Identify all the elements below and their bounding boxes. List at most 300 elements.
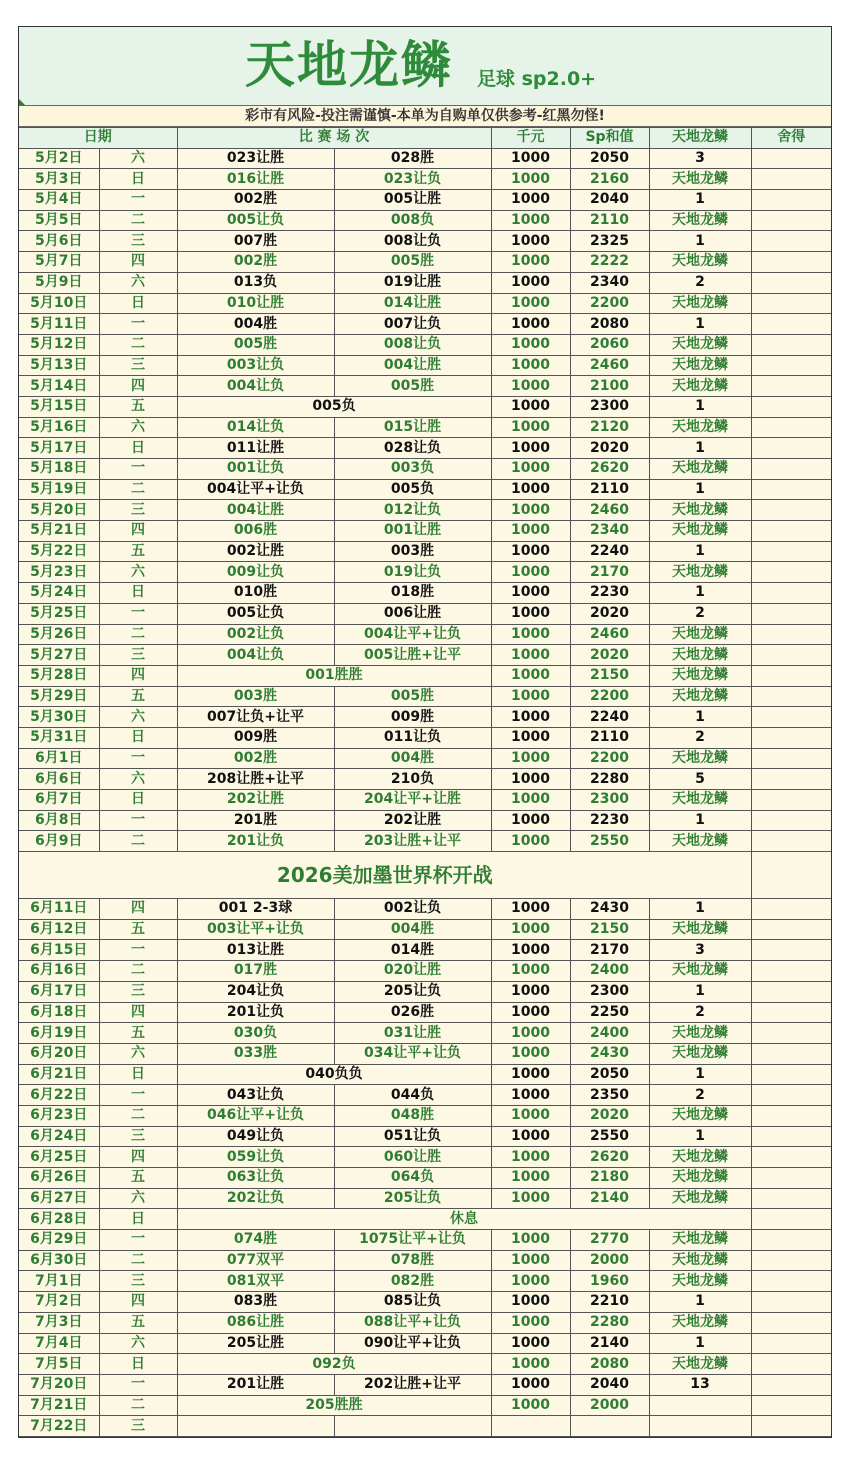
row-match-2: 005让胜 [334, 190, 491, 211]
row-result: 天地龙鳞 [649, 169, 751, 190]
row-result: 5 [649, 769, 751, 790]
row-date: 7月22日 [19, 1416, 99, 1437]
row-stake: 1000 [491, 190, 570, 211]
row-sp-sum: 2620 [570, 1147, 649, 1168]
row-weekday: 三 [99, 500, 177, 521]
row-note [751, 396, 831, 417]
row-stake [491, 1416, 570, 1437]
row-stake: 1000 [491, 981, 570, 1002]
row-result: 天地龙鳞 [649, 376, 751, 397]
row-stake: 1000 [491, 148, 570, 169]
row-match-1: 001 2-3球 [177, 899, 334, 920]
title-banner [19, 27, 831, 106]
row-result: 2 [649, 272, 751, 293]
row-date: 5月17日 [19, 438, 99, 459]
row-match-1: 016让胜 [177, 169, 334, 190]
row-weekday: 四 [99, 1147, 177, 1168]
row-date: 6月23日 [19, 1105, 99, 1126]
row-match-2: 003负 [334, 459, 491, 480]
row-sp-sum: 2120 [570, 417, 649, 438]
table-row [19, 1168, 831, 1189]
row-weekday: 四 [99, 521, 177, 542]
cell-corner-marker [19, 99, 25, 105]
row-match-2: 026胜 [334, 1002, 491, 1023]
row-match-2: 205让负 [334, 1188, 491, 1209]
row-result: 3 [649, 940, 751, 961]
row-match-2 [334, 1416, 491, 1437]
row-note [751, 665, 831, 686]
row-note [751, 417, 831, 438]
row-note [751, 1333, 831, 1354]
row-stake: 1000 [491, 1333, 570, 1354]
row-sp-sum: 2020 [570, 1105, 649, 1126]
row-note [751, 1271, 831, 1292]
row-match-1: 001让负 [177, 459, 334, 480]
row-weekday: 六 [99, 1043, 177, 1064]
table-row [19, 790, 831, 811]
row-date: 6月15日 [19, 940, 99, 961]
row-weekday: 二 [99, 1395, 177, 1416]
row-weekday: 日 [99, 293, 177, 314]
row-note [751, 645, 831, 666]
row-match-1: 004让负 [177, 376, 334, 397]
header-result: 天地龙鳞 [649, 128, 751, 149]
row-stake: 1000 [491, 1043, 570, 1064]
row-weekday: 五 [99, 686, 177, 707]
row-stake: 1000 [491, 1395, 570, 1416]
row-sp-sum: 2200 [570, 686, 649, 707]
row-result: 天地龙鳞 [649, 831, 751, 852]
row-sp-sum: 2170 [570, 940, 649, 961]
row-note [751, 940, 831, 961]
row-match-1: 014让负 [177, 417, 334, 438]
row-sp-sum: 2550 [570, 1126, 649, 1147]
row-note [751, 334, 831, 355]
table-row [19, 1209, 831, 1230]
row-date: 6月21日 [19, 1064, 99, 1085]
row-weekday: 六 [99, 272, 177, 293]
row-sp-sum: 2050 [570, 148, 649, 169]
row-date: 6月29日 [19, 1230, 99, 1251]
row-result: 天地龙鳞 [649, 1043, 751, 1064]
page-title: 天地龙鳞 [245, 36, 453, 94]
row-sp-sum: 2550 [570, 831, 649, 852]
row-note [751, 314, 831, 335]
row-stake: 1000 [491, 1126, 570, 1147]
row-note [751, 961, 831, 982]
row-match-1: 010胜 [177, 583, 334, 604]
row-match-1: 077双平 [177, 1250, 334, 1271]
table-row [19, 334, 831, 355]
row-result: 天地龙鳞 [649, 961, 751, 982]
row-note [751, 355, 831, 376]
row-match-1: 059让负 [177, 1147, 334, 1168]
row-date: 5月5日 [19, 210, 99, 231]
row-match-1: 013让胜 [177, 940, 334, 961]
row-stake: 1000 [491, 479, 570, 500]
row-date: 5月21日 [19, 521, 99, 542]
row-match-1: 002让负 [177, 624, 334, 645]
table-row [19, 541, 831, 562]
header-date: 日期 [19, 128, 177, 149]
row-weekday: 三 [99, 1416, 177, 1437]
table-row [19, 1188, 831, 1209]
row-result: 1 [649, 541, 751, 562]
row-stake: 1000 [491, 1271, 570, 1292]
table-row [19, 1085, 831, 1106]
table-row [19, 1271, 831, 1292]
row-sp-sum: 2350 [570, 1085, 649, 1106]
table-row [19, 314, 831, 335]
row-weekday: 三 [99, 1271, 177, 1292]
row-stake: 1000 [491, 1085, 570, 1106]
row-result: 1 [649, 479, 751, 500]
table-row [19, 1250, 831, 1271]
row-date: 6月12日 [19, 919, 99, 940]
row-date: 5月31日 [19, 727, 99, 748]
table-row [19, 981, 831, 1002]
row-note [751, 231, 831, 252]
row-match-2: 004让胜 [334, 355, 491, 376]
row-sp-sum: 2230 [570, 810, 649, 831]
row-match-2: 019让胜 [334, 272, 491, 293]
row-result: 天地龙鳞 [649, 1168, 751, 1189]
table-row [19, 479, 831, 500]
row-stake: 1000 [491, 810, 570, 831]
row-weekday: 四 [99, 376, 177, 397]
row-match-1: 205让胜 [177, 1333, 334, 1354]
row-match-2: 008让负 [334, 231, 491, 252]
row-note [751, 562, 831, 583]
row-match-2: 034让平+让负 [334, 1043, 491, 1064]
row-stake: 1000 [491, 1374, 570, 1395]
row-match-2: 005让胜+让平 [334, 645, 491, 666]
row-result: 天地龙鳞 [649, 919, 751, 940]
row-sp-sum: 2040 [570, 1374, 649, 1395]
row-date: 5月20日 [19, 500, 99, 521]
row-match-2: 202让胜 [334, 810, 491, 831]
row-sp-sum: 2300 [570, 790, 649, 811]
row-match-1: 049让负 [177, 1126, 334, 1147]
table-row [19, 562, 831, 583]
row-stake: 1000 [491, 562, 570, 583]
row-weekday: 四 [99, 665, 177, 686]
row-match-1: 013负 [177, 272, 334, 293]
row-result: 天地龙鳞 [649, 790, 751, 811]
row-sp-sum: 2150 [570, 665, 649, 686]
row-match-1: 030负 [177, 1023, 334, 1044]
row-date: 6月27日 [19, 1188, 99, 1209]
row-date: 5月27日 [19, 645, 99, 666]
row-note [751, 919, 831, 940]
row-sp-sum: 2400 [570, 961, 649, 982]
row-stake: 1000 [491, 603, 570, 624]
row-note [751, 583, 831, 604]
row-note [751, 707, 831, 728]
row-weekday: 二 [99, 1105, 177, 1126]
row-sp-sum: 2020 [570, 603, 649, 624]
row-date: 5月10日 [19, 293, 99, 314]
table-row [19, 1395, 831, 1416]
row-weekday: 日 [99, 1354, 177, 1375]
row-sp-sum: 2020 [570, 645, 649, 666]
row-match-1: 201胜 [177, 810, 334, 831]
row-note [751, 1395, 831, 1416]
row-match-1: 003让平+让负 [177, 919, 334, 940]
row-date: 7月21日 [19, 1395, 99, 1416]
row-match-2: 005胜 [334, 376, 491, 397]
row-result: 2 [649, 1002, 751, 1023]
banner-note-cell [751, 852, 831, 899]
table-row [19, 665, 831, 686]
row-note [751, 899, 831, 920]
row-weekday: 日 [99, 438, 177, 459]
row-weekday: 二 [99, 334, 177, 355]
row-weekday: 一 [99, 1230, 177, 1251]
table-row [19, 459, 831, 480]
table-row [19, 252, 831, 273]
row-sp-sum: 2200 [570, 293, 649, 314]
row-weekday: 日 [99, 1064, 177, 1085]
row-match-2: 051让负 [334, 1126, 491, 1147]
row-match-1: 004胜 [177, 314, 334, 335]
row-weekday: 日 [99, 1209, 177, 1230]
table-row [19, 645, 831, 666]
row-sp-sum: 1960 [570, 1271, 649, 1292]
row-note [751, 190, 831, 211]
table-row [19, 1354, 831, 1375]
row-match-1: 017胜 [177, 961, 334, 982]
row-match-1: 004让平+让负 [177, 479, 334, 500]
row-match-2: 003胜 [334, 541, 491, 562]
row-stake: 1000 [491, 583, 570, 604]
table-row [19, 1312, 831, 1333]
row-sp-sum: 2280 [570, 769, 649, 790]
row-date: 6月8日 [19, 810, 99, 831]
header-match: 比 赛 场 次 [177, 128, 491, 149]
row-result: 3 [649, 148, 751, 169]
table-row [19, 272, 831, 293]
table-row [19, 1043, 831, 1064]
row-note [751, 1043, 831, 1064]
row-match-combined: 205胜胜 [177, 1395, 491, 1416]
row-note [751, 479, 831, 500]
row-match-1: 208让胜+让平 [177, 769, 334, 790]
row-stake: 1000 [491, 686, 570, 707]
row-date: 5月16日 [19, 417, 99, 438]
row-note [751, 252, 831, 273]
row-result: 天地龙鳞 [649, 748, 751, 769]
table-row [19, 148, 831, 169]
row-match-2: 004让平+让负 [334, 624, 491, 645]
row-match-2: 078胜 [334, 1250, 491, 1271]
row-sp-sum: 2000 [570, 1250, 649, 1271]
row-date: 7月20日 [19, 1374, 99, 1395]
row-result: 天地龙鳞 [649, 1023, 751, 1044]
row-match-1: 005胜 [177, 334, 334, 355]
row-note [751, 1292, 831, 1313]
row-note [751, 1126, 831, 1147]
row-result: 天地龙鳞 [649, 624, 751, 645]
table-row [19, 190, 831, 211]
row-stake: 1000 [491, 624, 570, 645]
row-result: 1 [649, 1333, 751, 1354]
row-match-2: 1075让平+让负 [334, 1230, 491, 1251]
row-result: 1 [649, 190, 751, 211]
row-date: 6月25日 [19, 1147, 99, 1168]
table-row [19, 899, 831, 920]
row-weekday: 五 [99, 1168, 177, 1189]
row-weekday: 四 [99, 1002, 177, 1023]
row-weekday: 二 [99, 479, 177, 500]
row-weekday: 六 [99, 562, 177, 583]
row-date: 6月11日 [19, 899, 99, 920]
table-row [19, 686, 831, 707]
row-date: 7月3日 [19, 1312, 99, 1333]
row-stake: 1000 [491, 293, 570, 314]
row-note [751, 1374, 831, 1395]
row-date: 5月7日 [19, 252, 99, 273]
row-match-1: 074胜 [177, 1230, 334, 1251]
row-stake: 1000 [491, 314, 570, 335]
row-stake: 1000 [491, 169, 570, 190]
row-weekday: 五 [99, 1312, 177, 1333]
row-note [751, 148, 831, 169]
row-match-1: 081双平 [177, 1271, 334, 1292]
row-date: 7月5日 [19, 1354, 99, 1375]
row-stake: 1000 [491, 1105, 570, 1126]
row-note [751, 1354, 831, 1375]
row-match-2: 203让胜+让平 [334, 831, 491, 852]
row-match-1: 002让胜 [177, 541, 334, 562]
row-stake: 1000 [491, 438, 570, 459]
row-match-1: 033胜 [177, 1043, 334, 1064]
row-match-2: 005负 [334, 479, 491, 500]
row-note [751, 272, 831, 293]
row-weekday: 一 [99, 1085, 177, 1106]
row-stake: 1000 [491, 1188, 570, 1209]
row-date: 6月18日 [19, 1002, 99, 1023]
row-sp-sum: 2140 [570, 1188, 649, 1209]
row-date: 5月9日 [19, 272, 99, 293]
table-row [19, 169, 831, 190]
row-date: 5月15日 [19, 396, 99, 417]
row-weekday: 三 [99, 981, 177, 1002]
row-weekday: 四 [99, 899, 177, 920]
row-weekday: 三 [99, 1126, 177, 1147]
row-weekday: 六 [99, 1333, 177, 1354]
row-note [751, 603, 831, 624]
table-body-may-june [19, 148, 831, 851]
row-sp-sum: 2100 [570, 376, 649, 397]
table-row [19, 438, 831, 459]
row-match-1: 043让负 [177, 1085, 334, 1106]
row-stake: 1000 [491, 961, 570, 982]
row-match-2: 210负 [334, 769, 491, 790]
row-weekday: 三 [99, 645, 177, 666]
row-result: 天地龙鳞 [649, 1230, 751, 1251]
row-match-2: 044负 [334, 1085, 491, 1106]
row-note [751, 210, 831, 231]
row-weekday: 五 [99, 919, 177, 940]
row-sp-sum: 2050 [570, 1064, 649, 1085]
row-note [751, 1002, 831, 1023]
row-sp-sum: 2430 [570, 899, 649, 920]
row-weekday: 一 [99, 1374, 177, 1395]
row-note [751, 541, 831, 562]
row-weekday: 四 [99, 252, 177, 273]
table-row [19, 1064, 831, 1085]
row-stake: 1000 [491, 541, 570, 562]
row-sp-sum: 2300 [570, 981, 649, 1002]
row-sp-sum: 2340 [570, 272, 649, 293]
row-stake: 1000 [491, 1250, 570, 1271]
row-result: 1 [649, 438, 751, 459]
row-date: 6月19日 [19, 1023, 99, 1044]
row-date: 5月2日 [19, 148, 99, 169]
row-sp-sum: 2180 [570, 1168, 649, 1189]
row-sp-sum: 2080 [570, 1354, 649, 1375]
row-match-2: 090让平+让负 [334, 1333, 491, 1354]
row-date: 5月13日 [19, 355, 99, 376]
row-date: 6月20日 [19, 1043, 99, 1064]
row-weekday: 六 [99, 707, 177, 728]
table-row [19, 1023, 831, 1044]
row-match-2: 008让负 [334, 334, 491, 355]
row-note [751, 1188, 831, 1209]
row-match-1 [177, 1416, 334, 1437]
row-match-2: 005胜 [334, 686, 491, 707]
row-stake: 1000 [491, 1002, 570, 1023]
row-date: 6月1日 [19, 748, 99, 769]
row-stake: 1000 [491, 1292, 570, 1313]
row-match-2: 008负 [334, 210, 491, 231]
row-match-2: 009胜 [334, 707, 491, 728]
row-result: 天地龙鳞 [649, 1271, 751, 1292]
row-match-2: 012让负 [334, 500, 491, 521]
row-sp-sum: 2430 [570, 1043, 649, 1064]
row-match-combined: 040负负 [177, 1064, 491, 1085]
row-note [751, 169, 831, 190]
row-date: 5月3日 [19, 169, 99, 190]
header-stake: 千元 [491, 128, 570, 149]
row-date: 5月25日 [19, 603, 99, 624]
table-row [19, 603, 831, 624]
row-note [751, 459, 831, 480]
row-match-2: 031让胜 [334, 1023, 491, 1044]
row-result: 天地龙鳞 [649, 417, 751, 438]
row-stake: 1000 [491, 396, 570, 417]
row-note [751, 1147, 831, 1168]
row-note [751, 769, 831, 790]
row-weekday: 二 [99, 624, 177, 645]
row-result: 天地龙鳞 [649, 645, 751, 666]
table-row [19, 1416, 831, 1437]
row-date: 7月2日 [19, 1292, 99, 1313]
row-stake: 1000 [491, 1168, 570, 1189]
table-row [19, 727, 831, 748]
row-result: 2 [649, 1085, 751, 1106]
row-sp-sum: 2222 [570, 252, 649, 273]
row-weekday: 二 [99, 1250, 177, 1271]
table-row [19, 624, 831, 645]
row-date: 5月14日 [19, 376, 99, 397]
row-result: 天地龙鳞 [649, 293, 751, 314]
row-sp-sum: 2060 [570, 334, 649, 355]
row-result: 天地龙鳞 [649, 500, 751, 521]
table-body-world-cup [19, 899, 831, 1437]
row-match-2: 060让胜 [334, 1147, 491, 1168]
